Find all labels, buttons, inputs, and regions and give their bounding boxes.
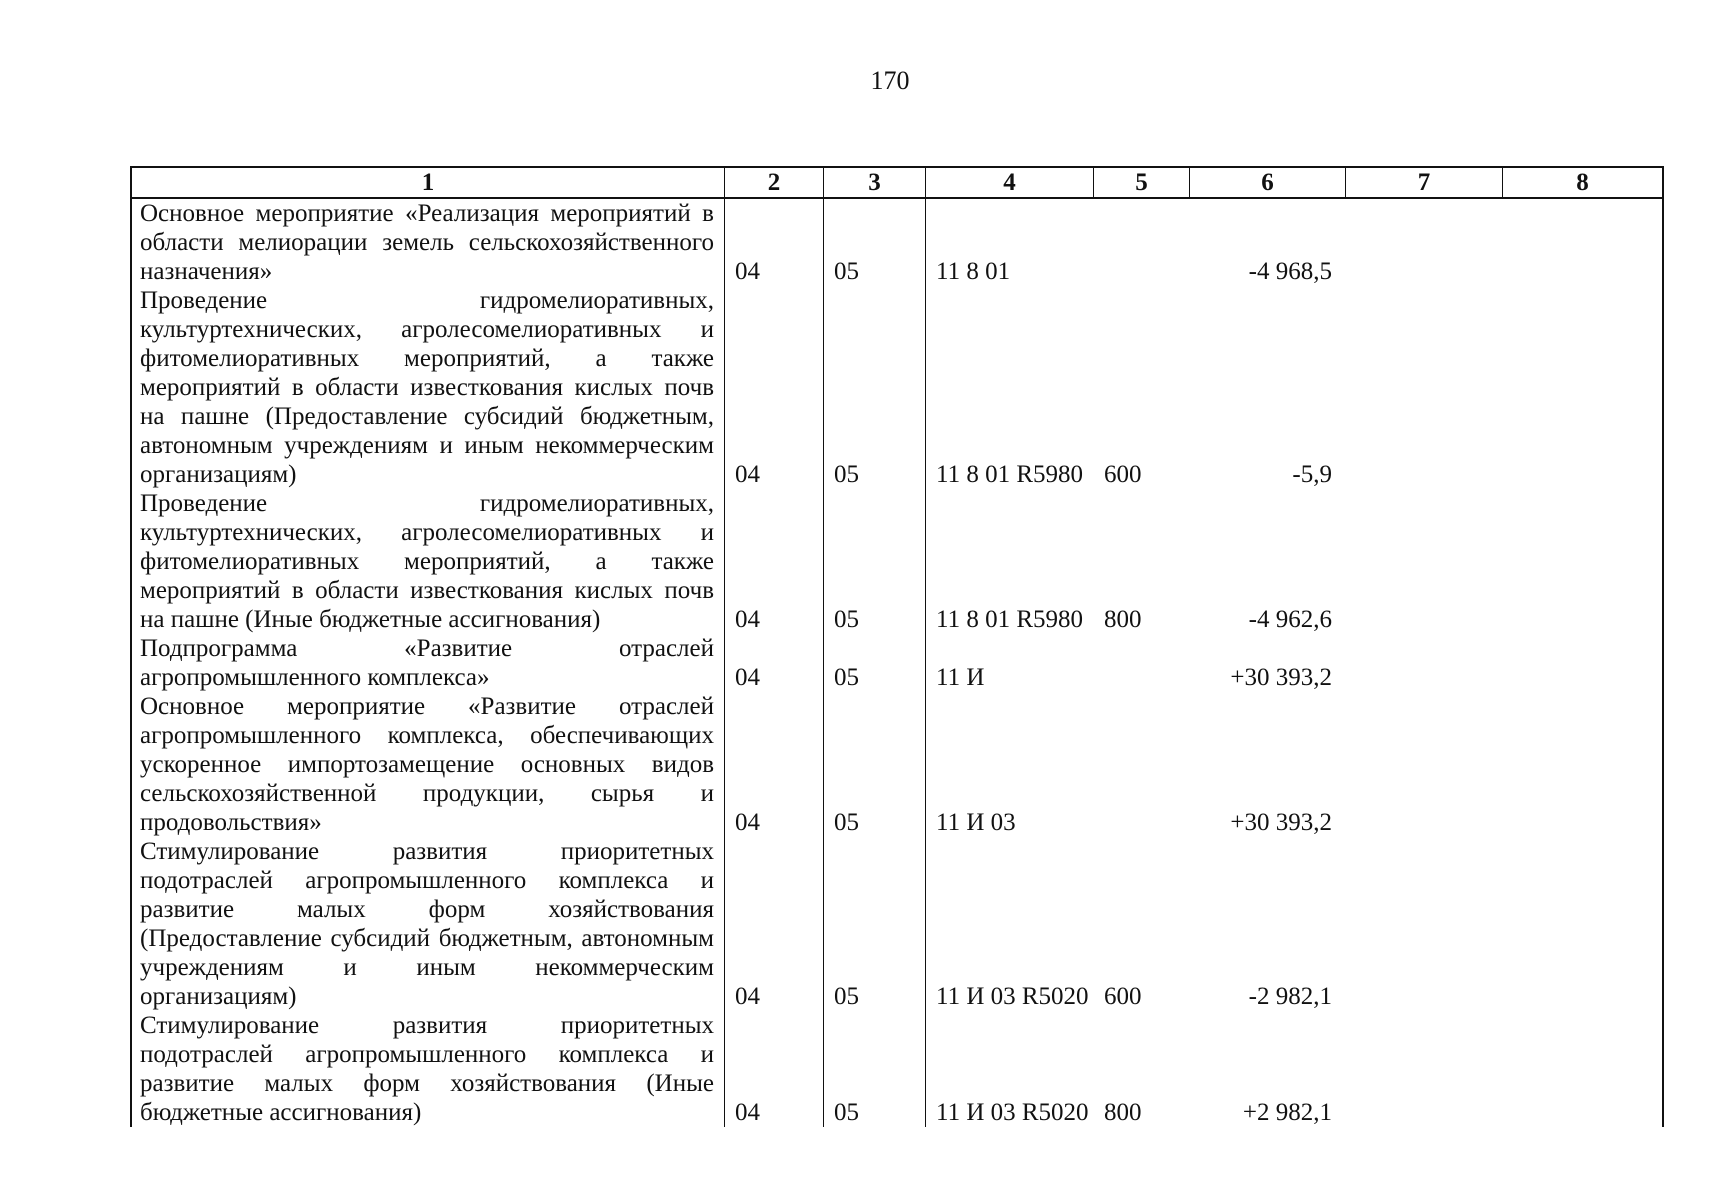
budget-table <box>130 166 1664 1127</box>
row-column-7-cell <box>1346 692 1503 837</box>
table-row <box>132 199 1662 286</box>
row-expense-type-cell: 800 <box>1104 606 1142 633</box>
row-amount-cell: -5,9 <box>1292 461 1332 488</box>
row-section-cell: 04 <box>725 634 824 692</box>
row-column-8-cell <box>1503 692 1662 837</box>
table-row <box>132 692 1662 837</box>
row-column-8-cell <box>1503 1011 1662 1127</box>
row-column-7-cell <box>1346 837 1503 1011</box>
row-amount-cell: -4 968,5 <box>1248 258 1332 285</box>
row-expense-type-cell: 600 <box>1104 461 1142 488</box>
column-header-4: 4 <box>926 168 1094 197</box>
table-header-row <box>132 168 1662 199</box>
row-target-article-cell: 11 И 03 <box>936 809 1016 836</box>
row-column-8-cell <box>1503 837 1662 1011</box>
row-name-cell: Подпрограмма «Развитие отраслей агропромышленного комплекса» <box>132 634 725 692</box>
table-row <box>132 286 1662 489</box>
row-amount-cell: -2 982,1 <box>1248 983 1332 1010</box>
column-header-2: 2 <box>725 168 824 197</box>
row-column-8-cell <box>1503 199 1662 286</box>
table-body <box>132 199 1662 1127</box>
row-name-cell: Стимулирование развития приоритетных подотраслей агропромышленного комплекса и развитие малых форм хозяйствования (Предоставление субсидий бюджетным, автономным учреждениям и иным некоммерческим организациям) <box>132 837 725 1011</box>
row-name-cell: Основное мероприятие «Развитие отраслей агропромышленного комплекса, обеспечивающих ускоренное импортозамещение основных видов сельскохозяйственной продукции, сырья и продовольствия» <box>132 692 725 837</box>
row-section-cell: 04 <box>725 692 824 837</box>
table-row <box>132 634 1662 692</box>
row-expense-type-cell: 600 <box>1104 983 1142 1010</box>
row-target-article-cell: 11 8 01 R5980 <box>936 606 1083 633</box>
row-amount-cell: -4 962,6 <box>1248 606 1332 633</box>
row-section-cell: 04 <box>725 286 824 489</box>
row-amount-cell: +30 393,2 <box>1230 809 1332 836</box>
row-column-8-cell <box>1503 489 1662 634</box>
row-subsection-cell: 05 <box>824 489 926 634</box>
column-header-8: 8 <box>1576 169 1589 196</box>
row-section-cell: 04 <box>725 1011 824 1127</box>
row-name-cell: Стимулирование развития приоритетных подотраслей агропромышленного комплекса и развитие малых форм хозяйствования (Иные бюджетные ассигнования) <box>132 1011 725 1127</box>
row-column-8-cell <box>1503 286 1662 489</box>
row-column-7-cell <box>1346 286 1503 489</box>
row-subsection-cell: 05 <box>824 199 926 286</box>
table-row <box>132 489 1662 634</box>
table-row <box>132 1011 1662 1127</box>
row-expense-type-cell: 800 <box>1104 1099 1142 1126</box>
row-subsection-cell: 05 <box>824 692 926 837</box>
row-target-article-cell: 11 8 01 R5980 <box>936 461 1083 488</box>
column-header-6: 6 <box>1190 168 1346 197</box>
row-section-cell: 04 <box>725 489 824 634</box>
row-expense-type-cell <box>1094 199 1190 286</box>
column-header-5: 5 <box>1094 168 1190 197</box>
row-column-7-cell <box>1346 1011 1503 1127</box>
row-name-cell: Проведение гидромелиоративных, культуртехнических, агролесомелиоративных и фитомелиоративных мероприятий, а также мероприятий в области известкования кислых почв на пашне (Иные бюджетные ассигнования) <box>132 489 725 634</box>
column-header-7: 7 <box>1346 168 1503 197</box>
row-subsection-cell: 05 <box>824 286 926 489</box>
row-target-article-cell: 11 8 01 <box>936 258 1011 285</box>
page-number: 170 <box>870 66 910 95</box>
table-row <box>132 837 1662 1011</box>
row-amount-cell: +30 393,2 <box>1230 664 1332 691</box>
row-subsection-cell: 05 <box>824 837 926 1011</box>
row-amount-cell: +2 982,1 <box>1242 1099 1332 1126</box>
row-target-article-cell: 11 И <box>936 664 985 691</box>
row-expense-type-cell <box>1094 692 1190 837</box>
row-column-7-cell <box>1346 199 1503 286</box>
row-expense-type-cell <box>1094 634 1190 692</box>
row-section-cell: 04 <box>725 199 824 286</box>
row-column-7-cell <box>1346 489 1503 634</box>
row-column-8-cell <box>1503 634 1662 692</box>
row-target-article-cell: 11 И 03 R5020 <box>936 1099 1089 1126</box>
row-subsection-cell: 05 <box>824 634 926 692</box>
row-subsection-cell: 05 <box>824 1011 926 1127</box>
column-header-3: 3 <box>824 168 926 197</box>
row-column-7-cell <box>1346 634 1503 692</box>
column-header-1: 1 <box>132 168 725 197</box>
row-section-cell: 04 <box>725 837 824 1011</box>
row-name-cell: Проведение гидромелиоративных, культуртехнических, агролесомелиоративных и фитомелиоративных мероприятий, а также мероприятий в области известкования кислых почв на пашне (Предоставление субсидий бюджетным, автономным учреждениям и иным некоммерческим организациям) <box>132 286 725 489</box>
row-target-article-cell: 11 И 03 R5020 <box>936 983 1089 1010</box>
row-name-cell: Основное мероприятие «Реализация мероприятий в области мелиорации земель сельскохозяйственного назначения» <box>132 199 725 286</box>
